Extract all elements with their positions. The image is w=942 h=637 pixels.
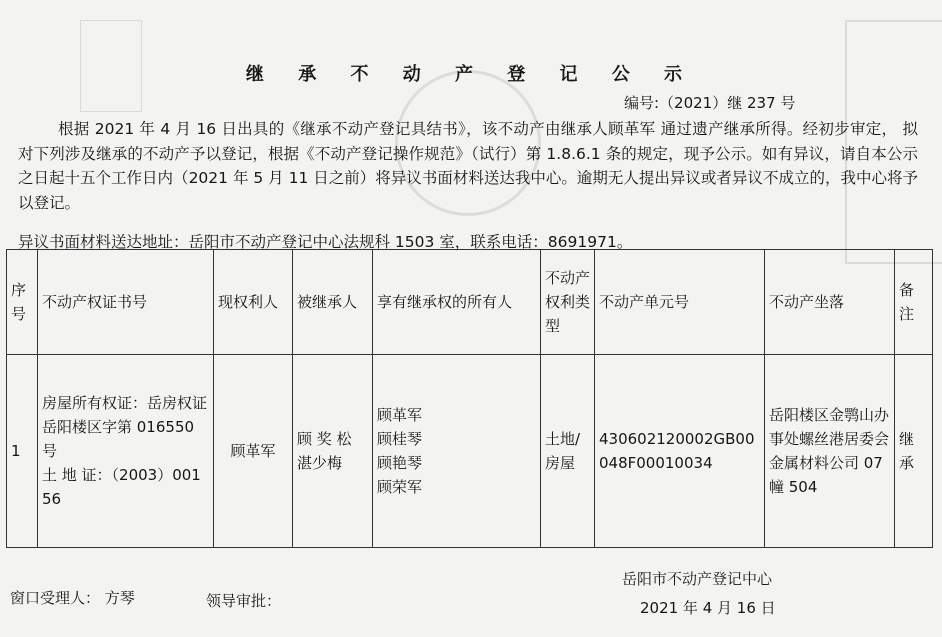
- header-right-type: 不动产权利类型: [541, 250, 595, 355]
- header-location: 不动产坐落: [765, 250, 895, 355]
- document-number: 编号:（2021）继 237 号: [624, 94, 796, 112]
- header-unit-no: 不动产单元号: [595, 250, 765, 355]
- cell-unit-no: 430602120002GB00048F00010034: [595, 355, 765, 548]
- cell-heirs: 顾革军 顾桂琴 顾艳琴 顾荣军: [373, 355, 541, 548]
- header-remark: 备注: [895, 250, 933, 355]
- cell-seq: 1: [7, 355, 38, 548]
- header-current-holder: 现权利人: [214, 250, 293, 355]
- header-heirs: 享有继承权的所有人: [373, 250, 541, 355]
- notice-body: 根据 2021 年 4 月 16 日出具的《继承不动产登记具结书》，该不动产由继承人顾革军 通过遗产继承所得。经初步审定， 拟对下列涉及继承的不动产予以登记，根据《不动产登记操作规范》（试行）第 1.8.6.1 条的规定，现予公示。如有异议，请自本公示之日起十五个工作日内（2021 年 5 月 11 日之前）将异议书面材料送达我中心。逾期无人提出异议或者异议不成立的，我中心将予以登记。: [18, 120, 918, 212]
- issuing-agency: 岳阳市不动产登记中心: [622, 570, 773, 588]
- issue-date: 2021 年 4 月 16 日: [640, 599, 776, 617]
- cell-remark: 继承: [895, 355, 933, 548]
- cell-cert-no: 房屋所有权证：岳房权证岳阳楼区字第 016550 号 土 地 证：（2003）00156: [38, 355, 214, 548]
- objection-address: 异议书面材料送达地址：岳阳市不动产登记中心法规科 1503 室，联系电话：8691971。: [18, 233, 633, 251]
- inheritance-table: [6, 249, 933, 548]
- cell-current-holder: 顾革军: [214, 355, 293, 548]
- header-seq: 序号: [7, 250, 38, 355]
- cell-right-type: 土地/ 房屋: [541, 355, 595, 548]
- cell-decedent: 顾 奖 松 湛少梅: [293, 355, 373, 548]
- header-cert-no: 不动产权证书号: [38, 250, 214, 355]
- window-receiver: 窗口受理人： 方琴: [10, 589, 135, 607]
- notice-title: 继 承 不 动 产 登 记 公 示: [245, 64, 697, 85]
- leader-approval: 领导审批：: [206, 592, 282, 610]
- table-row: [7, 355, 933, 548]
- table-header-row: [7, 250, 933, 355]
- header-decedent: 被继承人: [293, 250, 373, 355]
- cell-location: 岳阳楼区金鹗山办事处螺丝港居委会金属材料公司 07 幢 504: [765, 355, 895, 548]
